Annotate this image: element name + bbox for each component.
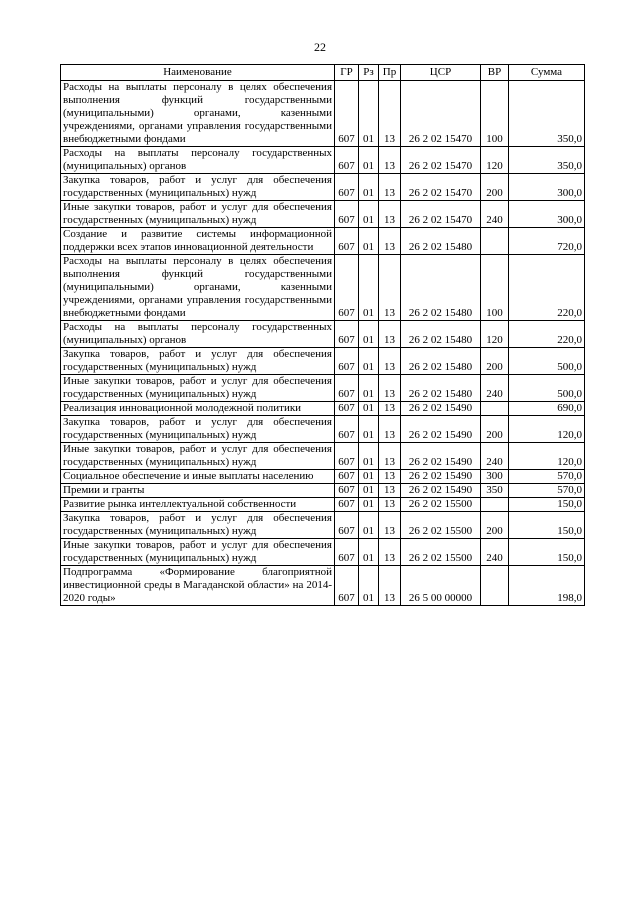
table-body bbox=[61, 81, 585, 606]
row-sum: 720,0 bbox=[509, 228, 585, 255]
row-csr: 26 2 02 15480 bbox=[401, 255, 481, 321]
header-name: Наименование bbox=[61, 65, 335, 81]
table-row bbox=[61, 484, 585, 498]
row-name: Расходы на выплаты персоналу государственных (муниципальных) органов bbox=[61, 321, 335, 348]
row-pr: 13 bbox=[379, 443, 401, 470]
row-vr: 200 bbox=[481, 174, 509, 201]
row-rz: 01 bbox=[359, 147, 379, 174]
row-pr: 13 bbox=[379, 228, 401, 255]
table-row bbox=[61, 147, 585, 174]
row-gr: 607 bbox=[335, 174, 359, 201]
row-sum: 300,0 bbox=[509, 174, 585, 201]
row-gr: 607 bbox=[335, 255, 359, 321]
row-csr: 26 2 02 15470 bbox=[401, 81, 481, 147]
table-row bbox=[61, 566, 585, 606]
row-gr: 607 bbox=[335, 443, 359, 470]
row-sum: 690,0 bbox=[509, 402, 585, 416]
row-pr: 13 bbox=[379, 539, 401, 566]
row-sum: 570,0 bbox=[509, 470, 585, 484]
row-csr: 26 2 02 15500 bbox=[401, 498, 481, 512]
row-name: Расходы на выплаты персоналу в целях обеспечения выполнения функций государственными (муниципальными) органами, казенными учреждениями, органами управления государственными внебюджетными фондами bbox=[61, 255, 335, 321]
row-sum: 300,0 bbox=[509, 201, 585, 228]
row-rz: 01 bbox=[359, 321, 379, 348]
row-pr: 13 bbox=[379, 348, 401, 375]
row-rz: 01 bbox=[359, 201, 379, 228]
row-pr: 13 bbox=[379, 512, 401, 539]
row-name: Расходы на выплаты персоналу в целях обеспечения выполнения функций государственными (муниципальными) органами, казенными учреждениями, органами управления государственными внебюджетными фондами bbox=[61, 81, 335, 147]
row-rz: 01 bbox=[359, 484, 379, 498]
row-csr: 26 2 02 15480 bbox=[401, 321, 481, 348]
row-csr: 26 2 02 15490 bbox=[401, 443, 481, 470]
row-rz: 01 bbox=[359, 498, 379, 512]
row-rz: 01 bbox=[359, 348, 379, 375]
row-csr: 26 2 02 15490 bbox=[401, 402, 481, 416]
row-name: Создание и развитие системы информационной поддержки всех этапов инновационной деятельности bbox=[61, 228, 335, 255]
budget-table bbox=[60, 64, 585, 606]
row-rz: 01 bbox=[359, 416, 379, 443]
row-gr: 607 bbox=[335, 402, 359, 416]
row-pr: 13 bbox=[379, 147, 401, 174]
row-pr: 13 bbox=[379, 498, 401, 512]
row-sum: 500,0 bbox=[509, 348, 585, 375]
row-name: Социальное обеспечение и иные выплаты населению bbox=[61, 470, 335, 484]
row-sum: 350,0 bbox=[509, 147, 585, 174]
row-csr: 26 2 02 15490 bbox=[401, 484, 481, 498]
row-name: Закупка товаров, работ и услуг для обеспечения государственных (муниципальных) нужд bbox=[61, 416, 335, 443]
row-pr: 13 bbox=[379, 255, 401, 321]
row-rz: 01 bbox=[359, 470, 379, 484]
row-name: Подпрограмма «Формирование благоприятной инвестиционной среды в Магаданской области» на 2014-2020 годы» bbox=[61, 566, 335, 606]
row-csr: 26 2 02 15480 bbox=[401, 228, 481, 255]
row-name: Расходы на выплаты персоналу государственных (муниципальных) органов bbox=[61, 147, 335, 174]
row-gr: 607 bbox=[335, 201, 359, 228]
row-name: Закупка товаров, работ и услуг для обеспечения государственных (муниципальных) нужд bbox=[61, 174, 335, 201]
row-gr: 607 bbox=[335, 470, 359, 484]
row-sum: 350,0 bbox=[509, 81, 585, 147]
table-row bbox=[61, 228, 585, 255]
row-csr: 26 2 02 15500 bbox=[401, 539, 481, 566]
row-vr bbox=[481, 566, 509, 606]
row-pr: 13 bbox=[379, 201, 401, 228]
row-vr: 240 bbox=[481, 539, 509, 566]
row-sum: 570,0 bbox=[509, 484, 585, 498]
table-row bbox=[61, 201, 585, 228]
row-vr: 100 bbox=[481, 255, 509, 321]
row-name: Реализация инновационной молодежной политики bbox=[61, 402, 335, 416]
row-csr: 26 2 02 15470 bbox=[401, 174, 481, 201]
row-pr: 13 bbox=[379, 402, 401, 416]
table-row bbox=[61, 539, 585, 566]
row-sum: 220,0 bbox=[509, 255, 585, 321]
row-vr: 240 bbox=[481, 443, 509, 470]
row-rz: 01 bbox=[359, 512, 379, 539]
row-sum: 150,0 bbox=[509, 498, 585, 512]
row-gr: 607 bbox=[335, 348, 359, 375]
row-rz: 01 bbox=[359, 443, 379, 470]
table-row bbox=[61, 402, 585, 416]
row-sum: 120,0 bbox=[509, 416, 585, 443]
row-name: Иные закупки товаров, работ и услуг для обеспечения государственных (муниципальных) нужд bbox=[61, 201, 335, 228]
row-vr: 300 bbox=[481, 470, 509, 484]
row-name: Премии и гранты bbox=[61, 484, 335, 498]
table-header-row bbox=[61, 65, 585, 81]
row-rz: 01 bbox=[359, 255, 379, 321]
row-rz: 01 bbox=[359, 375, 379, 402]
row-vr bbox=[481, 402, 509, 416]
row-name: Закупка товаров, работ и услуг для обеспечения государственных (муниципальных) нужд bbox=[61, 512, 335, 539]
row-pr: 13 bbox=[379, 566, 401, 606]
table-row bbox=[61, 174, 585, 201]
row-rz: 01 bbox=[359, 174, 379, 201]
row-rz: 01 bbox=[359, 566, 379, 606]
row-gr: 607 bbox=[335, 498, 359, 512]
row-vr: 350 bbox=[481, 484, 509, 498]
row-sum: 500,0 bbox=[509, 375, 585, 402]
row-vr: 100 bbox=[481, 81, 509, 147]
row-gr: 607 bbox=[335, 228, 359, 255]
row-csr: 26 2 02 15480 bbox=[401, 375, 481, 402]
table-row bbox=[61, 416, 585, 443]
row-rz: 01 bbox=[359, 402, 379, 416]
row-vr: 200 bbox=[481, 512, 509, 539]
row-pr: 13 bbox=[379, 174, 401, 201]
row-pr: 13 bbox=[379, 321, 401, 348]
header-gr: ГР bbox=[335, 65, 359, 81]
row-gr: 607 bbox=[335, 484, 359, 498]
row-gr: 607 bbox=[335, 147, 359, 174]
row-vr bbox=[481, 228, 509, 255]
row-sum: 220,0 bbox=[509, 321, 585, 348]
row-vr: 200 bbox=[481, 416, 509, 443]
row-gr: 607 bbox=[335, 416, 359, 443]
row-csr: 26 2 02 15490 bbox=[401, 470, 481, 484]
row-pr: 13 bbox=[379, 375, 401, 402]
row-rz: 01 bbox=[359, 539, 379, 566]
header-sum: Сумма bbox=[509, 65, 585, 81]
header-pr: Пр bbox=[379, 65, 401, 81]
row-csr: 26 2 02 15470 bbox=[401, 201, 481, 228]
table-row bbox=[61, 470, 585, 484]
row-vr: 200 bbox=[481, 348, 509, 375]
header-rz: Рз bbox=[359, 65, 379, 81]
row-pr: 13 bbox=[379, 470, 401, 484]
row-name: Иные закупки товаров, работ и услуг для обеспечения государственных (муниципальных) нужд bbox=[61, 375, 335, 402]
row-name: Иные закупки товаров, работ и услуг для обеспечения государственных (муниципальных) нужд bbox=[61, 443, 335, 470]
row-gr: 607 bbox=[335, 512, 359, 539]
row-pr: 13 bbox=[379, 484, 401, 498]
header-csr: ЦСР bbox=[401, 65, 481, 81]
row-gr: 607 bbox=[335, 81, 359, 147]
table-row bbox=[61, 512, 585, 539]
row-vr: 240 bbox=[481, 375, 509, 402]
row-csr: 26 2 02 15480 bbox=[401, 348, 481, 375]
row-sum: 150,0 bbox=[509, 539, 585, 566]
table-row bbox=[61, 375, 585, 402]
row-vr: 120 bbox=[481, 147, 509, 174]
table-row bbox=[61, 321, 585, 348]
row-vr bbox=[481, 498, 509, 512]
row-vr: 240 bbox=[481, 201, 509, 228]
row-gr: 607 bbox=[335, 539, 359, 566]
table-row bbox=[61, 81, 585, 147]
row-csr: 26 2 02 15490 bbox=[401, 416, 481, 443]
row-pr: 13 bbox=[379, 416, 401, 443]
page-number: 22 bbox=[314, 40, 326, 54]
row-rz: 01 bbox=[359, 81, 379, 147]
row-sum: 120,0 bbox=[509, 443, 585, 470]
row-name: Развитие рынка интеллектуальной собственности bbox=[61, 498, 335, 512]
row-name: Закупка товаров, работ и услуг для обеспечения государственных (муниципальных) нужд bbox=[61, 348, 335, 375]
header-vr: ВР bbox=[481, 65, 509, 81]
row-sum: 198,0 bbox=[509, 566, 585, 606]
row-csr: 26 5 00 00000 bbox=[401, 566, 481, 606]
table-row bbox=[61, 443, 585, 470]
row-vr: 120 bbox=[481, 321, 509, 348]
table-row bbox=[61, 348, 585, 375]
row-sum: 150,0 bbox=[509, 512, 585, 539]
row-csr: 26 2 02 15470 bbox=[401, 147, 481, 174]
row-gr: 607 bbox=[335, 566, 359, 606]
row-csr: 26 2 02 15500 bbox=[401, 512, 481, 539]
row-rz: 01 bbox=[359, 228, 379, 255]
row-gr: 607 bbox=[335, 321, 359, 348]
row-pr: 13 bbox=[379, 81, 401, 147]
row-name: Иные закупки товаров, работ и услуг для обеспечения государственных (муниципальных) нужд bbox=[61, 539, 335, 566]
row-gr: 607 bbox=[335, 375, 359, 402]
table-row bbox=[61, 255, 585, 321]
table-row bbox=[61, 498, 585, 512]
